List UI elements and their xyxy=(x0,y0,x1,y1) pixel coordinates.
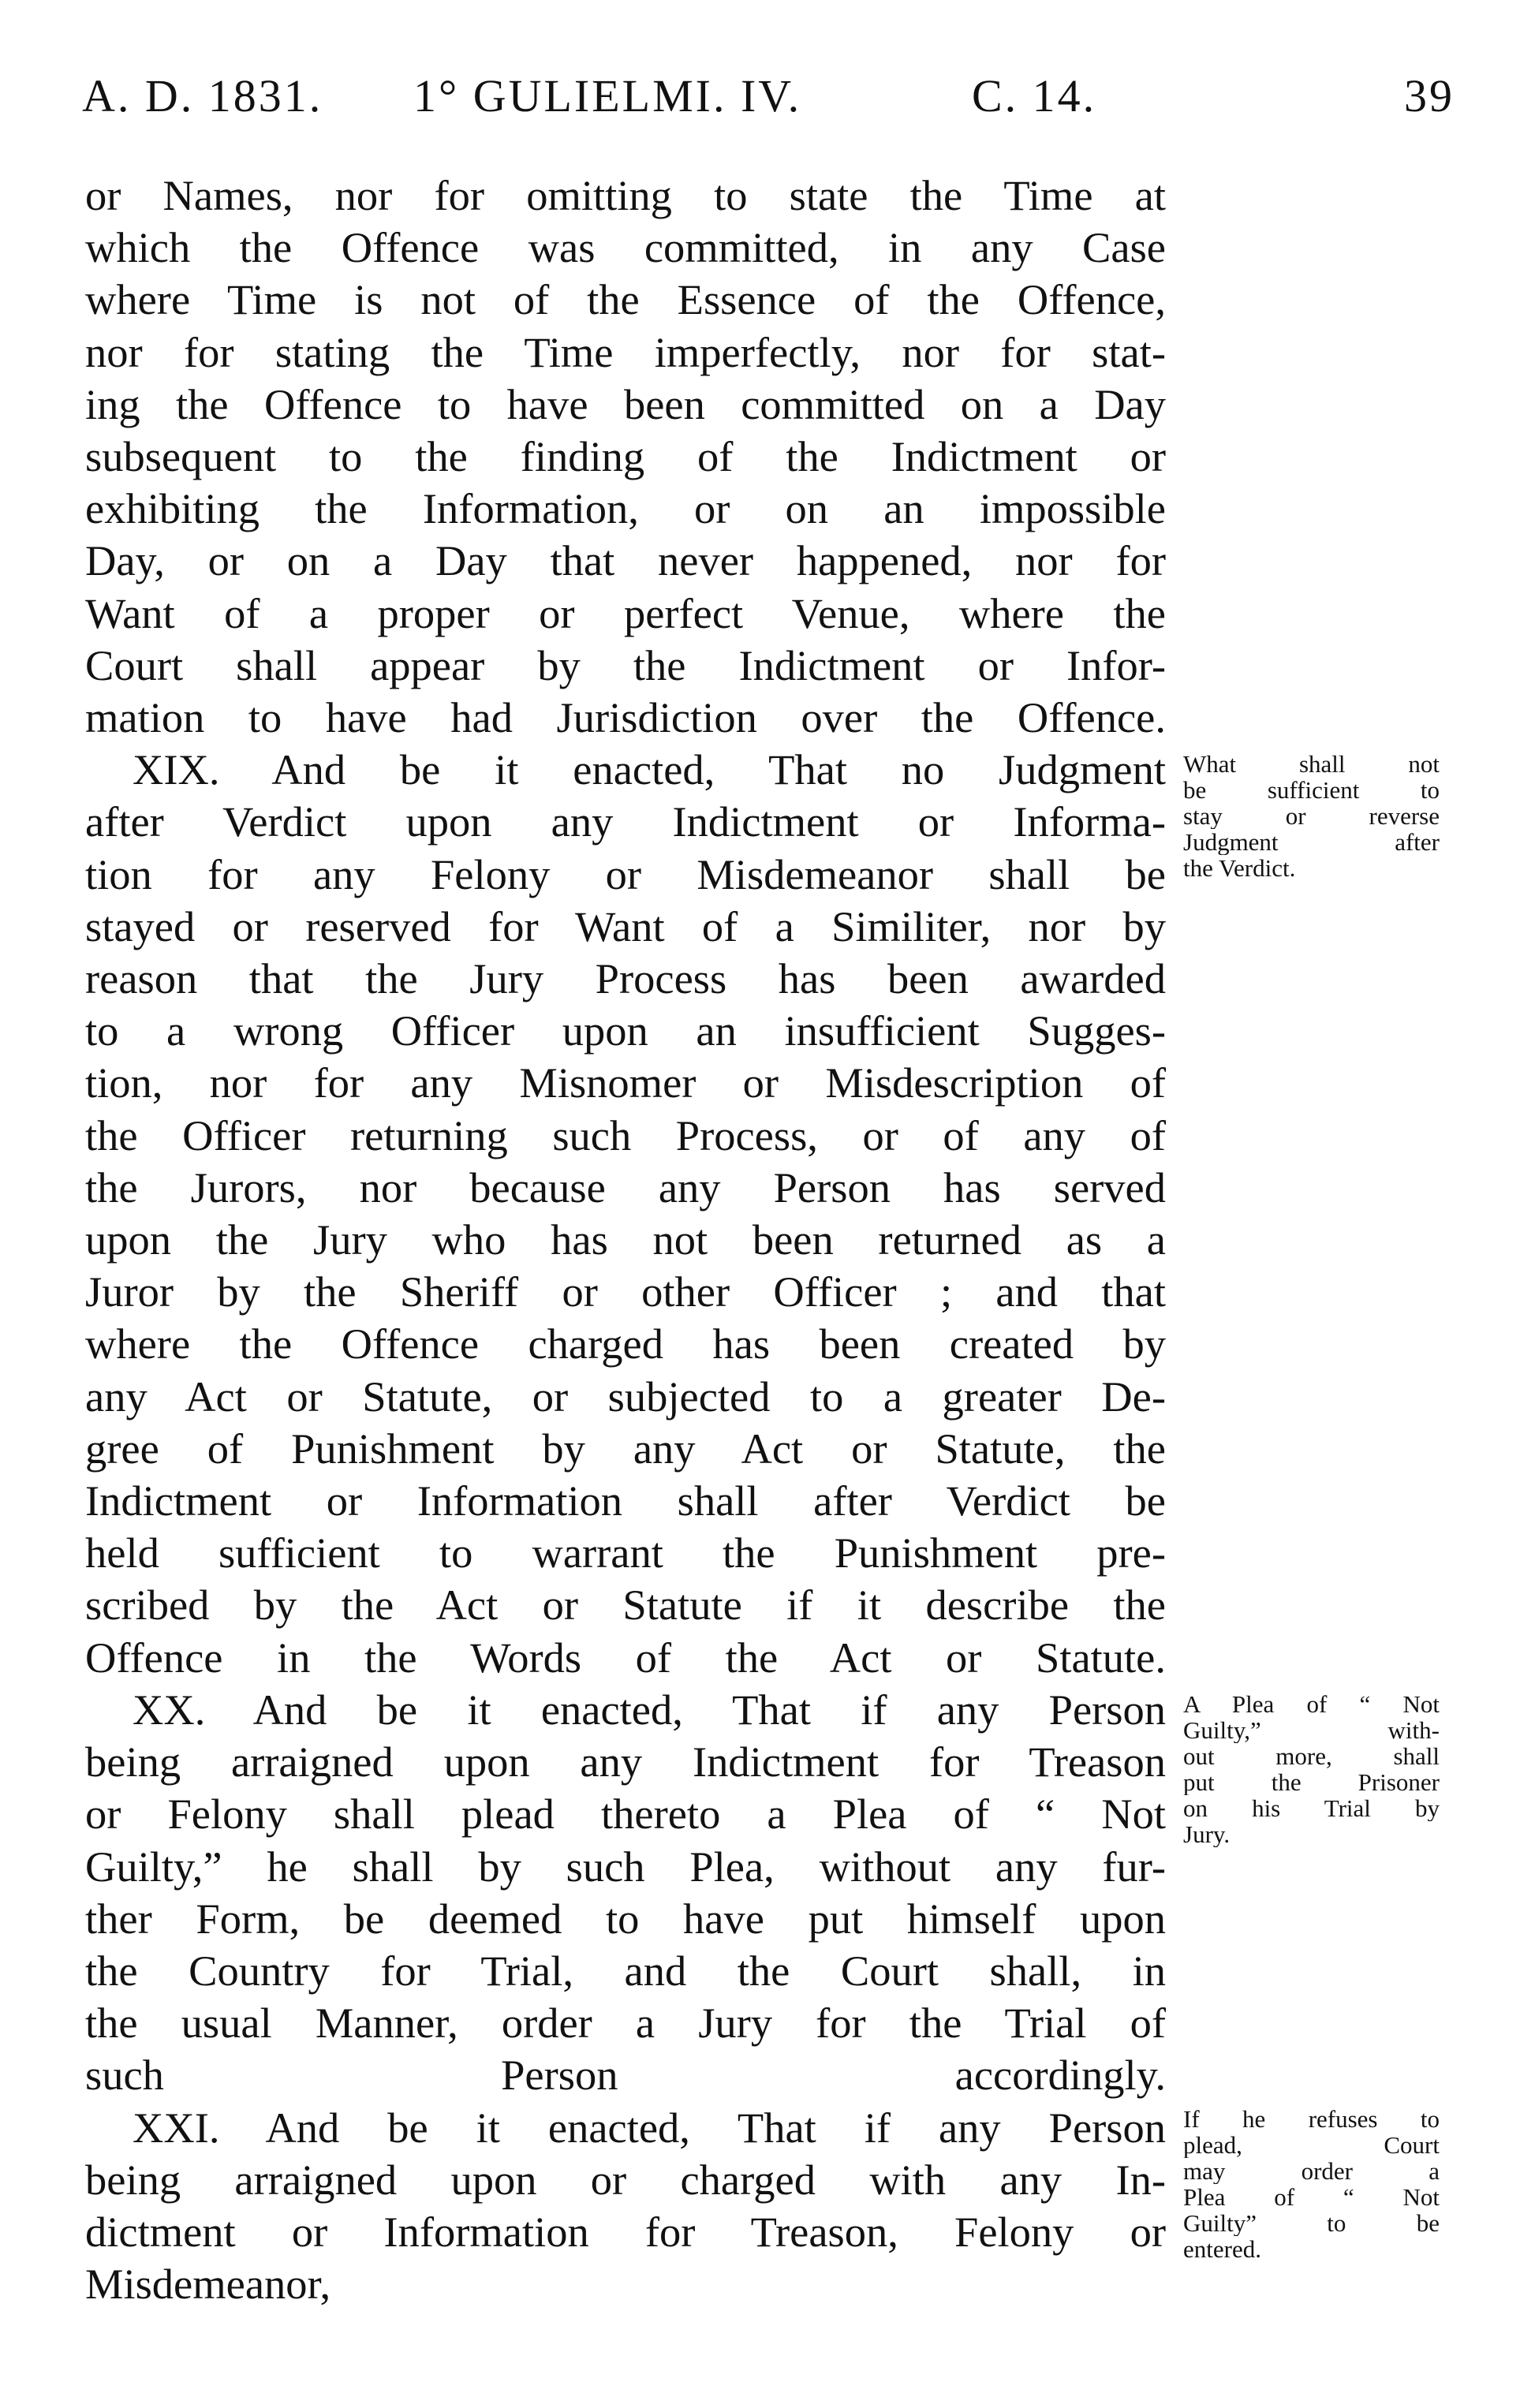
text-line: dictment or Information for Treason, Felony or xyxy=(85,2207,1166,2256)
text-line: ther Form, be deemed to have put himself upon xyxy=(85,1894,1166,1943)
margin-note-line: Judgment after xyxy=(1183,829,1440,855)
margin-note-line: A Plea of “ Not xyxy=(1183,1691,1440,1717)
margin-note-line: Jury. xyxy=(1183,1821,1231,1847)
margin-note-xix xyxy=(1183,751,1440,881)
text-line: held sufficient to warrant the Punishment pre- xyxy=(85,1529,1166,1577)
margin-note-line: the Verdict. xyxy=(1183,855,1296,881)
section-xxi-first-line: XXI. And be it enacted, That if any Person xyxy=(133,2103,1166,2152)
margin-note-line: be sufficient to xyxy=(1183,777,1440,803)
margin-note-line: What shall not xyxy=(1183,751,1440,777)
text-line: Guilty,” he shall by such Plea, without any fur- xyxy=(85,1842,1166,1891)
text-line: where Time is not of the Essence of the Offence, xyxy=(85,275,1166,324)
text-line: which the Offence was committed, in any Case xyxy=(85,223,1166,272)
text-line: Indictment or Information shall after Verdict be xyxy=(85,1477,1166,1525)
text-line: ing the Offence to have been committed on a Day xyxy=(85,379,1166,428)
text-line: Want of a proper or perfect Venue, where the xyxy=(85,588,1166,637)
text-line: exhibiting the Information, or on an impossible xyxy=(85,484,1166,533)
text-line: Court shall appear by the Indictment or Infor- xyxy=(85,640,1166,689)
text-line: being arraigned upon any Indictment for Treason xyxy=(85,1738,1166,1786)
text-line: the Country for Trial, and the Court shall, in xyxy=(85,1946,1166,1995)
margin-note-line: may order a xyxy=(1183,2158,1440,2184)
section-xix-first-line: XIX. And be it enacted, That no Judgment xyxy=(133,745,1166,794)
section-xx xyxy=(85,1684,1166,2102)
margin-note-line: entered. xyxy=(1183,2236,1261,2262)
header-chapter: C. 14. xyxy=(972,70,1097,121)
text-line: tion, nor for any Misnomer or Misdescription of xyxy=(85,1058,1166,1107)
text-line: reason that the Jury Process has been awarded xyxy=(85,954,1166,1003)
text-line: to a wrong Officer upon an insufficient Sugges- xyxy=(85,1006,1166,1055)
text-line: mation to have had Jurisdiction over the Offence. xyxy=(85,693,1166,742)
text-line: subsequent to the finding of the Indictment or xyxy=(85,432,1166,481)
text-line: scribed by the Act or Statute if it describe the xyxy=(85,1581,1166,1630)
text-line: any Act or Statute, or subjected to a greater De- xyxy=(85,1372,1166,1421)
header-reign: 1° GULIELMI. IV. xyxy=(413,70,802,121)
running-header xyxy=(82,69,1455,133)
text-line: the Jurors, nor because any Person has served xyxy=(85,1163,1166,1211)
text-line: upon the Jury who has not been returned as a xyxy=(85,1215,1166,1264)
continuation-paragraph xyxy=(85,170,1166,744)
margin-note-line: Guilty,” with- xyxy=(1183,1717,1440,1743)
text-line: the usual Manner, order a Jury for the Trial of xyxy=(85,1999,1166,2048)
text-line: after Verdict upon any Indictment or Informa- xyxy=(85,797,1166,846)
section-xix xyxy=(85,744,1166,1684)
text-line: gree of Punishment by any Act or Statute, the xyxy=(85,1424,1166,1473)
text-line: Day, or on a Day that never happened, nor for xyxy=(85,536,1166,585)
text-line: tion for any Felony or Misdemeanor shall be xyxy=(85,849,1166,898)
body-text xyxy=(85,170,1166,2310)
text-line: nor for stating the Time imperfectly, nor for stat- xyxy=(85,327,1166,376)
margin-note-line: stay or reverse xyxy=(1183,803,1440,829)
header-year: A. D. 1831. xyxy=(82,70,323,121)
margin-note-line: plead, Court xyxy=(1183,2132,1440,2158)
margin-note-line: Guilty” to be xyxy=(1183,2210,1440,2236)
margin-note-line: If he refuses to xyxy=(1183,2106,1440,2132)
text-line: Offence in the Words of the Act or Statute. xyxy=(85,1633,1166,1682)
margin-note-xxi xyxy=(1183,2106,1440,2262)
margin-note-line: put the Prisoner xyxy=(1183,1769,1440,1795)
text-line: where the Offence charged has been created by xyxy=(85,1320,1166,1368)
text-line: the Officer returning such Process, or of any of xyxy=(85,1111,1166,1159)
text-line: being arraigned upon or charged with any In- xyxy=(85,2155,1166,2204)
margin-note-line: on his Trial by xyxy=(1183,1795,1440,1821)
margin-note-xx xyxy=(1183,1691,1440,1847)
margin-note-line: Plea of “ Not xyxy=(1183,2184,1440,2210)
section-xxi xyxy=(85,2102,1166,2311)
text-line: or Names, nor for omitting to state the Time at xyxy=(85,171,1166,219)
text-line: such Person accordingly. xyxy=(85,2051,1166,2100)
margin-note-line: out more, shall xyxy=(1183,1743,1440,1769)
text-line: Juror by the Sheriff or other Officer ; and that xyxy=(85,1267,1166,1316)
text-line: stayed or reserved for Want of a Similiter, nor by xyxy=(85,902,1166,950)
text-line: or Felony shall plead thereto a Plea of “ Not xyxy=(85,1790,1166,1839)
catchword-line: Misdemeanor, xyxy=(85,2260,331,2309)
section-xx-first-line: XX. And be it enacted, That if any Person xyxy=(133,1685,1166,1734)
page-number: 39 xyxy=(1404,70,1455,121)
